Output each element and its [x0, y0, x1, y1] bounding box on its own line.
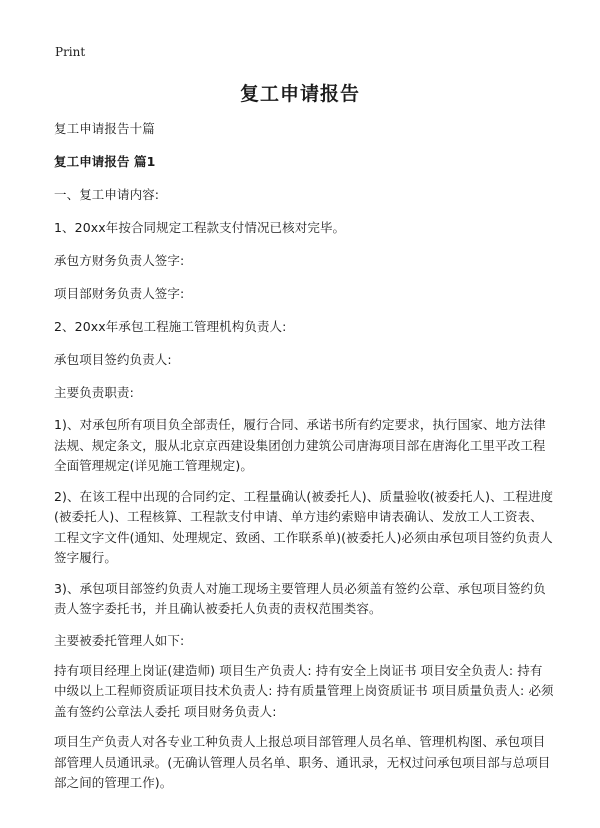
paragraph: 项目生产负责人对各专业工种负责人上报总项目部管理人员名单、管理机构图、承包项目部管理人员通讯录。(无确认管理人员名单、职务、通讯录，无权过问承包项目部与总项目部之间的管理工作)。 — [54, 734, 551, 790]
paragraph: 持有项目经理上岗证(建造师) 项目生产负责人: 持有安全上岗证书 项目安全负责人: 持有中级以上工程师资质证项目技术负责人: 持有质量管理上岗资质证书 项目质量负责人: 必须盖有签约公章法人委托 项目财务负责人: — [54, 662, 554, 719]
document-body — [54, 118, 554, 794]
paragraph: 承包项目签约负责人: — [54, 352, 172, 367]
document-title: 复工申请报告 — [239, 83, 360, 105]
paragraph: 2、20xx年承包工程施工管理机构负责人: — [54, 319, 287, 334]
paragraph: 主要被委托管理人如下: — [54, 632, 185, 648]
document-subtitle: 复工申请报告十篇 — [54, 121, 155, 136]
paragraph: 项目部财务负责人签字: — [54, 286, 185, 301]
paragraph: 3)、承包项目部签约负责人对施工现场主要管理人员必须盖有签约公章、承包项目签约负责人签字委托书，并且确认被委托人负责的责权范围类容。 — [54, 580, 546, 616]
paragraph: 1、20xx年按合同规定工程款支付情况已核对完毕。 — [54, 220, 346, 235]
paragraph: 2)、在该工程中出现的合同约定、工程量确认(被委托人)、质量验收(被委托人)、工程进度(被委托人)、工程核算、工程款支付申请、单方违约索赔申请表确认、发放工人工资表、工程文字文件(通知、处理规定、致函、工作联系单)(被委托人)必须由承包项目签约负责人签字履行。 — [54, 488, 554, 565]
paragraph: 一、复工申请内容: — [54, 187, 160, 202]
print-link[interactable]: Print — [55, 45, 86, 59]
paragraph: 承包方财务负责人签字: — [54, 253, 185, 268]
section-heading: 复工申请报告 篇1 — [54, 154, 156, 169]
paragraph: 1)、对承包所有项目负全部责任，履行合同、承诺书所有约定要求，执行国家、地方法律法规、规定条文，服从北京京西建设集团创力建筑公司唐海项目部在唐海化工里平改工程全面管理规定(详见施工管理规定)。 — [54, 417, 546, 473]
paragraph: 主要负责职责: — [54, 385, 134, 400]
